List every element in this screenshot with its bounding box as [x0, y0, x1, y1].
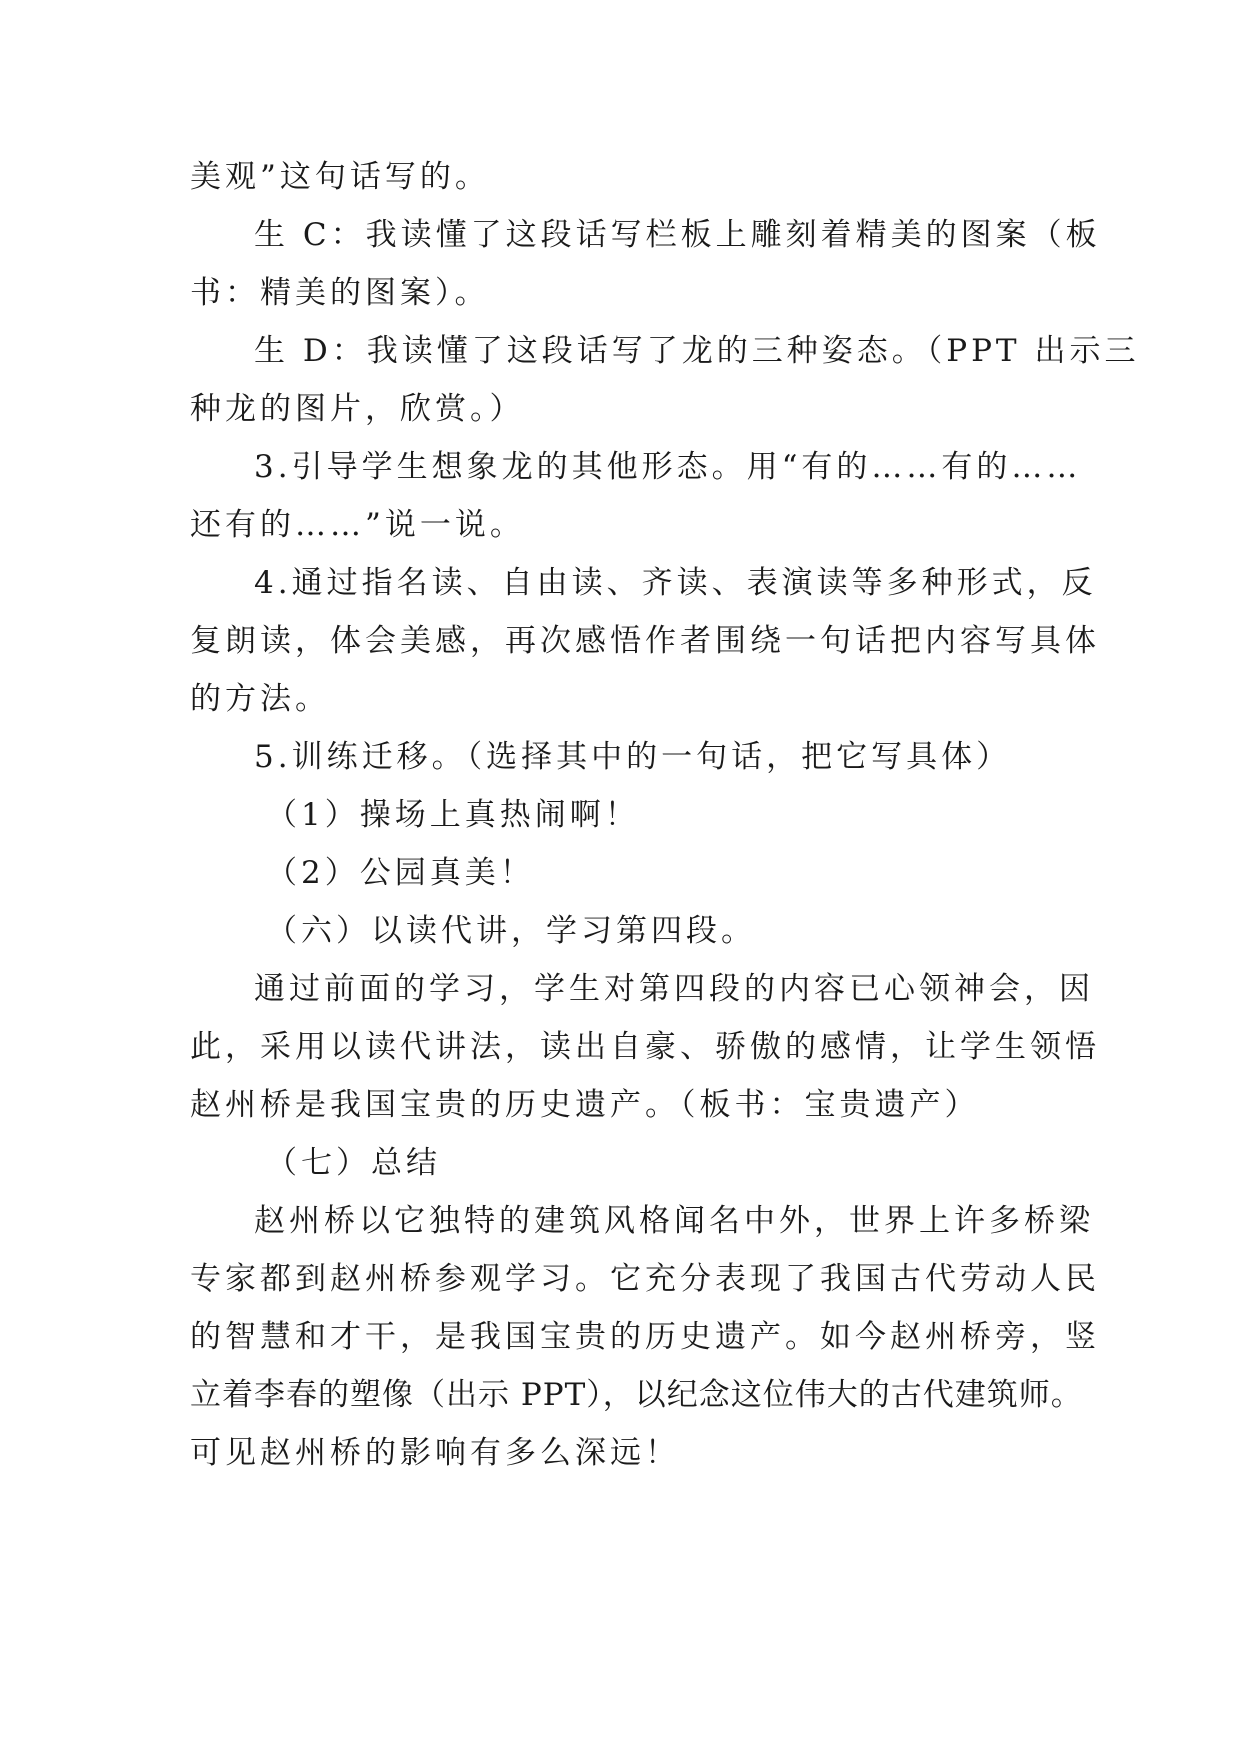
text-line: 的智慧和才干，是我国宝贵的历史遗产。如今赵州桥旁，竖 [190, 1319, 1100, 1355]
text-line: 立着李春的塑像（出示 PPT），以纪念这位伟大的古代建筑师。 [190, 1377, 1083, 1413]
text-line: 还有的……”说一说。 [190, 507, 525, 543]
text-line: 的方法。 [190, 681, 330, 717]
text-line: 5.训练迁移。（选择其中的一句话，把它写具体） [254, 739, 1012, 775]
text-line: （1）操场上真热闹啊！ [266, 797, 640, 833]
text-line: 美观”这句话写的。 [190, 159, 490, 195]
text-line: 可见赵州桥的影响有多么深远！ [190, 1435, 680, 1471]
text-line: 专家都到赵州桥参观学习。它充分表现了我国古代劳动人民 [190, 1261, 1100, 1297]
section-heading: （七）总结 [266, 1145, 441, 1181]
text-line: 赵州桥是我国宝贵的历史遗产。（板书：宝贵遗产） [190, 1087, 980, 1123]
text-line: 生 C：我读懂了这段话写栏板上雕刻着精美的图案（板 [254, 217, 1101, 253]
text-line: 书：精美的图案）。 [190, 275, 490, 311]
text-line: 此，采用以读代讲法，读出自豪、骄傲的感情，让学生领悟 [190, 1029, 1100, 1065]
text-line: 生 D：我读懂了这段话写了龙的三种姿态。（PPT 出示三 [254, 333, 1140, 369]
text-line: 4.通过指名读、自由读、齐读、表演读等多种形式，反 [254, 565, 1097, 601]
text-line: 种龙的图片，欣赏。） [190, 391, 525, 427]
document-page [190, 148, 1140, 1482]
text-line: （2）公园真美！ [266, 855, 535, 891]
text-line: 复朗读，体会美感，再次感悟作者围绕一句话把内容写具体 [190, 623, 1100, 659]
text-line: 赵州桥以它独特的建筑风格闻名中外，世界上许多桥梁 [254, 1203, 1094, 1239]
text-line: 3.引导学生想象龙的其他形态。用“有的……有的…… [254, 449, 1082, 485]
section-heading: （六）以读代讲，学习第四段。 [266, 913, 756, 949]
text-line: 通过前面的学习，学生对第四段的内容已心领神会，因 [254, 971, 1094, 1007]
